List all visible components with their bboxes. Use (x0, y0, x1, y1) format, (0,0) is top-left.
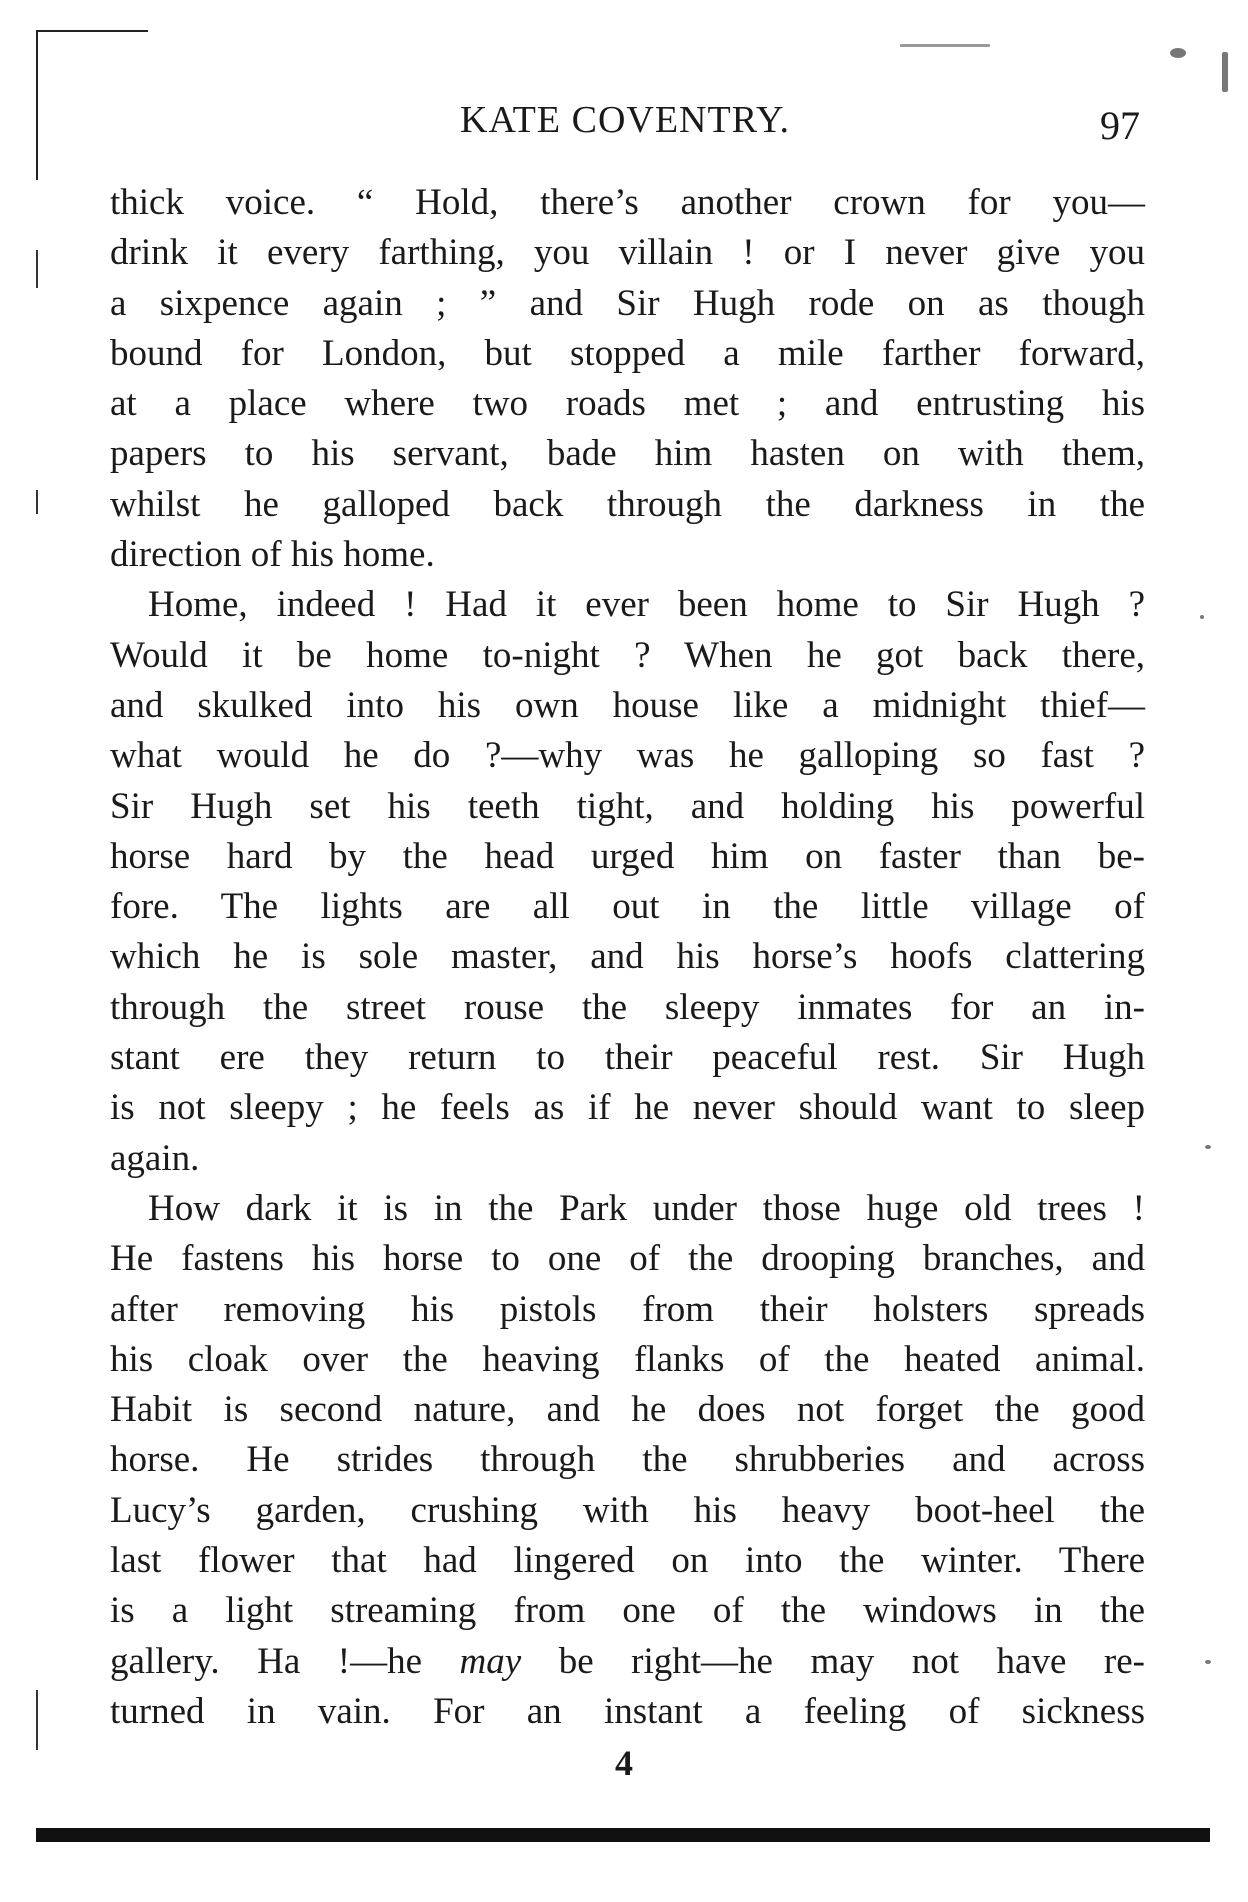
text-line: horse hard by the head urged him on faster than be- (110, 835, 1145, 877)
italic-word: may (459, 1640, 522, 1682)
text-line: He fastens his horse to one of the drooping branches, and (110, 1238, 1145, 1280)
text-line: stant ere they return to their peaceful rest. Sir Hugh (110, 1037, 1145, 1079)
text-line: Habit is second nature, and he does not forget the good (110, 1389, 1145, 1431)
scan-speck (1170, 48, 1186, 58)
scan-bottom-rule (36, 1828, 1210, 1842)
text-line: is not sleepy ; he feels as if he never should want to sleep (110, 1087, 1145, 1129)
scan-margin-mark (36, 1690, 38, 1750)
text-line: is a light streaming from one of the windows in the (110, 1590, 1145, 1632)
scan-speck (900, 44, 990, 47)
text-line: his cloak over the heaving flanks of the heated animal. (110, 1338, 1145, 1380)
text-line: fore. The lights are all out in the little village of (110, 886, 1145, 928)
text-line: turned in vain. For an instant a feeling of sickness (110, 1690, 1145, 1732)
text-line: Lucy’s garden, crushing with his heavy boot-heel the (110, 1489, 1145, 1531)
text-segment: be right—he may not have re- (521, 1640, 1145, 1682)
text-line-with-italic (110, 1637, 1145, 1687)
text-line: papers to his servant, bade him hasten on with them, (110, 433, 1145, 475)
scan-speck (1205, 1145, 1211, 1149)
text-line: after removing his pistols from their holsters spreads (110, 1288, 1145, 1330)
text-line: at a place where two roads met ; and entrusting his (110, 383, 1145, 425)
text-line: again. (110, 1137, 200, 1179)
text-line: How dark it is in the Park under those huge old trees ! (148, 1187, 1145, 1229)
text-line: and skulked into his own house like a midnight thief— (110, 684, 1145, 726)
text-segment: gallery. Ha !—he (110, 1640, 460, 1682)
scan-margin-mark (36, 490, 38, 514)
text-line: Sir Hugh set his teeth tight, and holding his powerful (110, 785, 1145, 827)
text-line: Would it be home to-night ? When he got back there, (110, 634, 1145, 676)
scan-speck (1222, 52, 1228, 92)
text-line: drink it every farthing, you villain ! or I never give you (110, 232, 1145, 274)
signature-mark: 4 (615, 1743, 633, 1783)
text-line: Home, indeed ! Had it ever been home to Sir Hugh ? (148, 584, 1145, 626)
text-line: bound for London, but stopped a mile farther forward, (110, 332, 1145, 374)
text-line: a sixpence again ; ” and Sir Hugh rode on as though (110, 282, 1145, 324)
text-line: whilst he galloped back through the darkness in the (110, 483, 1145, 525)
scan-speck (1200, 615, 1204, 619)
scan-border-top (36, 30, 148, 32)
text-line: which he is sole master, and his horse’s hoofs clattering (110, 936, 1145, 978)
body-text (110, 178, 1145, 1737)
text-line: horse. He strides through the shrubberies and across (110, 1439, 1145, 1481)
running-head (110, 98, 1140, 148)
text-line: what would he do ?—why was he galloping so fast ? (110, 735, 1145, 777)
running-title: KATE COVENTRY. (460, 99, 790, 141)
scan-margin-mark (36, 250, 38, 288)
text-line: thick voice. “ Hold, there’s another crown for you— (110, 182, 1145, 223)
scan-border-left (36, 30, 38, 180)
text-line: direction of his home. (110, 534, 435, 576)
text-line: last flower that had lingered on into the winter. There (110, 1540, 1145, 1582)
scan-speck (1205, 1660, 1211, 1664)
text-line: through the street rouse the sleepy inmates for an in- (110, 986, 1145, 1028)
page-number: 97 (1100, 103, 1140, 148)
